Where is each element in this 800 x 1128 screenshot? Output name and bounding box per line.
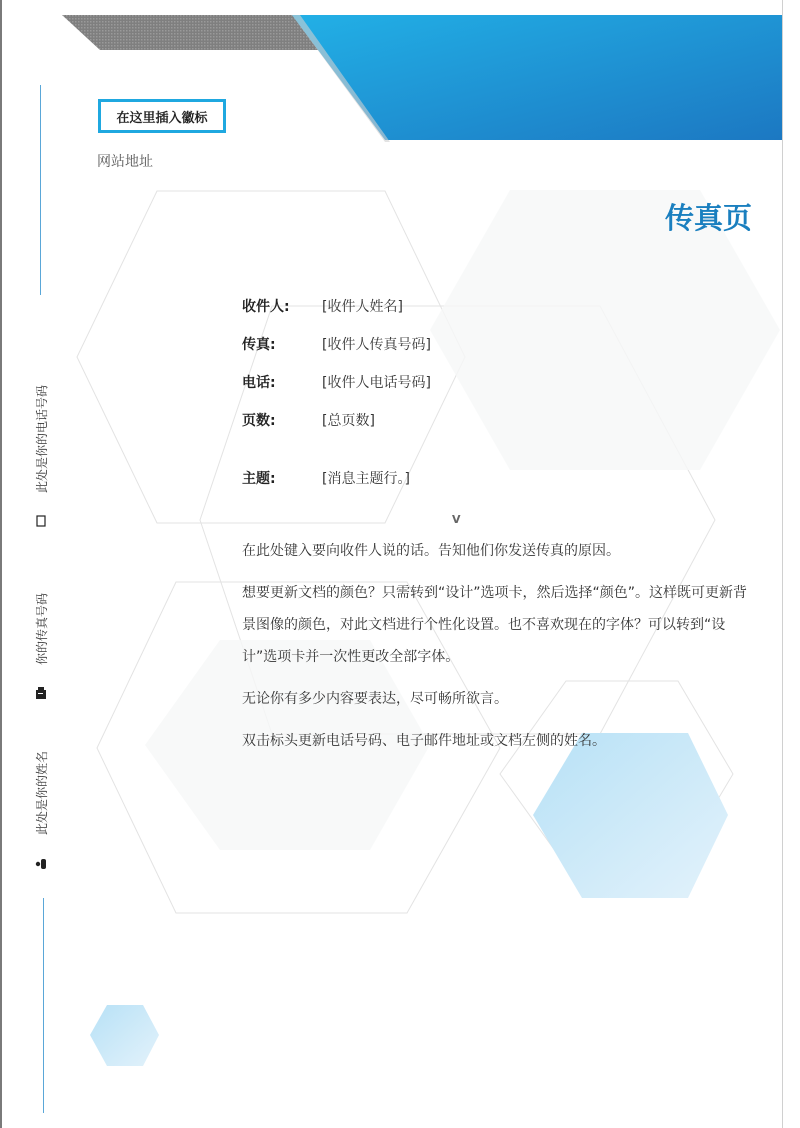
body-paragraph: 无论你有多少内容要表达，尽可畅所欲言。 bbox=[242, 691, 508, 707]
field-value[interactable]: [收件人电话号码] bbox=[322, 375, 431, 391]
sidebar-phone[interactable]: 此处是你的电话号码 bbox=[35, 384, 49, 493]
field-value[interactable]: [总页数] bbox=[322, 413, 375, 429]
field-pages bbox=[242, 401, 431, 439]
sidebar-fax[interactable]: 你的传真号码 bbox=[35, 592, 49, 665]
hex-fill-blue-small bbox=[90, 1005, 159, 1066]
website-address[interactable]: 网站地址 bbox=[97, 154, 153, 170]
fax-fields bbox=[242, 287, 431, 497]
body-paragraph: 想要更新文档的颜色？只需转到“设计”选项卡，然后选择“颜色”。这样既可更新背景图像的颜色，对此文档进行个性化设置。也不喜欢现在的字体？可以转到“设计”选项卡并一次性更改全部字体。 bbox=[242, 585, 748, 665]
fax-icon bbox=[35, 686, 47, 703]
field-value[interactable]: [消息主题行。] bbox=[322, 471, 410, 487]
field-subject bbox=[242, 459, 431, 497]
field-value[interactable]: [收件人传真号码] bbox=[322, 337, 431, 353]
field-label: 传真: bbox=[242, 337, 276, 353]
message-body[interactable] bbox=[242, 535, 752, 767]
person-icon bbox=[35, 858, 47, 873]
field-fax bbox=[242, 325, 431, 363]
logo-placeholder[interactable]: 在这里插入徽标 bbox=[98, 99, 226, 133]
page-title: 传真页 bbox=[664, 201, 752, 235]
field-recipient bbox=[242, 287, 431, 325]
body-paragraph: 双击标头更新电话号码、电子邮件地址或文档左侧的姓名。 bbox=[242, 733, 606, 749]
field-label: 电话: bbox=[242, 375, 276, 391]
sidebar-line-bottom bbox=[43, 898, 44, 1113]
sidebar-line-top bbox=[40, 85, 41, 295]
phone-icon bbox=[36, 515, 46, 530]
field-value[interactable]: [收件人姓名] bbox=[322, 299, 403, 315]
field-label: 收件人: bbox=[242, 299, 290, 315]
field-label: 主题: bbox=[242, 471, 276, 487]
section-separator: V bbox=[452, 513, 461, 526]
field-phone bbox=[242, 363, 431, 401]
field-label: 页数: bbox=[242, 413, 276, 429]
sidebar-name[interactable]: 此处是你的姓名 bbox=[35, 750, 49, 835]
body-paragraph: 在此处键入要向收件人说的话。告知他们你发送传真的原因。 bbox=[242, 543, 620, 559]
